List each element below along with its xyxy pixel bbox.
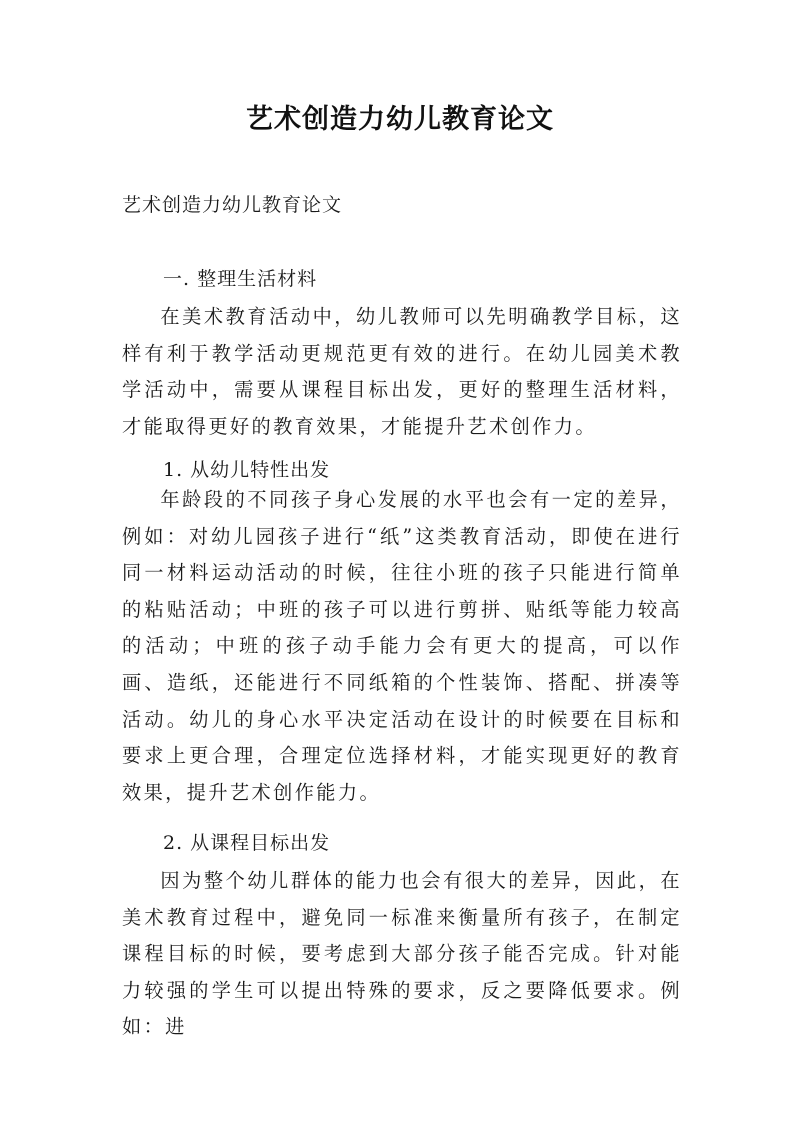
document-title: 艺术创造力幼儿教育论文	[246, 104, 554, 135]
section-paragraph: 因为整个幼儿群体的能力也会有很大的差异，因此，在美术教育过程中，避免同一标准来衡量所有孩子，在制定课程目标的时候，要考虑到大部分孩子能否完成。针对能力较强的学生可以提出特殊的要求，反之要降低要求。例如：进	[122, 869, 682, 1039]
section-paragraph: 在美术教育活动中，幼儿教师可以先明确教学目标，这样有利于教学活动更规范更有效的进行。在幼儿园美术教学活动中，需要从课程目标出发，更好的整理生活材料，才能取得更好的教育效果，才能提升艺术创作力。	[122, 305, 682, 438]
document-subtitle: 艺术创造力幼儿教育论文	[122, 194, 343, 216]
section-paragraph: 年龄段的不同孩子身心发展的水平也会有一定的差异，例如：对幼儿园孩子进行“纸”这类教育活动，即使在进行同一材料运动活动的时候，往往小班的孩子只能进行简单的粘贴活动；中班的孩子可以进行剪拼、贴纸等能力较高的活动；中班的孩子动手能力会有更大的提高，可以作画、造纸，还能进行不同纸箱的个性装饰、搭配、拼凑等活动。幼儿的身心水平决定活动在设计的时候要在目标和要求上更合理，合理定位选择材料，才能实现更好的教育效果，提升艺术创作能力。	[122, 488, 682, 804]
section-heading: 2. 从课程目标出发	[163, 832, 331, 854]
section-heading: 1. 从幼儿特性出发	[163, 459, 331, 481]
section-heading: 一. 整理生活材料	[163, 268, 318, 290]
